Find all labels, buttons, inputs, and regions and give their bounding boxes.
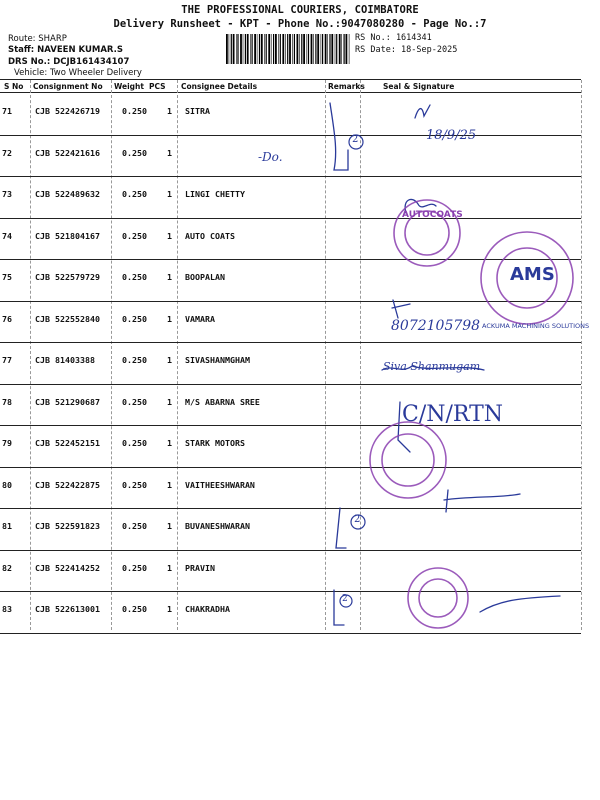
- barcode-bar: [294, 34, 295, 64]
- rs-number: RS No.: 1614341: [355, 33, 432, 43]
- staff-info: Staff: NAVEEN KUMAR.S: [8, 45, 123, 55]
- table-row: [0, 219, 600, 261]
- barcode-bar: [341, 34, 342, 64]
- barcode-bar: [231, 34, 232, 64]
- col-pcs-header: PCS: [149, 82, 166, 91]
- row-consignment-no: CJB 522552840: [35, 313, 100, 324]
- row-consignee: AUTO COATS: [185, 230, 235, 241]
- row-consignee: STARK MOTORS: [185, 438, 245, 448]
- barcode-bar: [346, 34, 348, 64]
- barcode-bar: [301, 34, 302, 64]
- barcode-bar: [336, 34, 337, 64]
- table-row: [0, 343, 600, 385]
- runsheet-subtitle: Delivery Runsheet - KPT - Phone No.:9047080280 - Page No.:7: [113, 18, 487, 30]
- barcode-bar: [335, 34, 336, 64]
- barcode-bar: [339, 34, 341, 64]
- barcode-bar: [349, 34, 350, 64]
- row-pcs: 1: [167, 562, 172, 573]
- barcode-bar: [327, 34, 328, 64]
- barcode-bar: [308, 34, 309, 64]
- row-pcs: 1: [167, 106, 172, 116]
- barcode-bar: [254, 34, 256, 64]
- row-weight: 0.250: [122, 230, 147, 241]
- row-weight: 0.250: [122, 521, 147, 531]
- row-consignment-no: CJB 522591823: [35, 521, 100, 531]
- row-consignee: M/S ABARNA SREE: [185, 396, 260, 407]
- barcode-bar: [292, 34, 293, 64]
- col-weight-header: Weight: [114, 82, 144, 91]
- barcode-bar: [247, 34, 249, 64]
- barcode-bar: [325, 34, 327, 64]
- barcode-bar: [344, 34, 345, 64]
- ams-stamp-text: AMS: [510, 264, 555, 285]
- row-weight: 0.250: [122, 272, 147, 282]
- barcode-bar: [331, 34, 333, 64]
- row-weight: 0.250: [122, 396, 147, 407]
- row-consignment-no: CJB 522579729: [35, 272, 100, 282]
- barcode-bar: [245, 34, 246, 64]
- barcode-bar: [329, 34, 330, 64]
- count-mark: 2: [342, 594, 348, 604]
- row-sno: 77: [2, 355, 12, 365]
- table-row: [0, 551, 600, 593]
- barcode-bar: [280, 34, 281, 64]
- table-row: [0, 468, 600, 510]
- header-bottom-rule: [0, 92, 581, 93]
- row-sno: 72: [2, 147, 12, 158]
- barcode-bar: [236, 34, 237, 64]
- row-pcs: 1: [167, 272, 172, 282]
- table-row: [0, 94, 600, 136]
- status-note: C/N/RTN: [402, 402, 504, 427]
- row-consignment-no: CJB 522414252: [35, 562, 100, 573]
- company-title: THE PROFESSIONAL COURIERS, COIMBATORE: [181, 4, 419, 16]
- row-sno: 79: [2, 438, 12, 448]
- barcode-bar: [317, 34, 319, 64]
- row-consignee: BOOPALAN: [185, 272, 225, 282]
- barcode-bar: [268, 34, 270, 64]
- row-weight: 0.250: [122, 189, 147, 199]
- table-row: [0, 592, 600, 634]
- row-consignee: CHAKRADHA: [185, 604, 230, 614]
- col-remarks-header: Remarks: [328, 82, 365, 91]
- barcode-bar: [289, 34, 291, 64]
- row-consignee: VAITHEESHWARAN: [185, 479, 255, 490]
- row-pcs: 1: [167, 355, 172, 365]
- row-pcs: 1: [167, 147, 172, 158]
- route-info: Route: SHARP: [8, 34, 67, 44]
- row-sno: 78: [2, 396, 12, 407]
- row-pcs: 1: [167, 313, 172, 324]
- row-weight: 0.250: [122, 313, 147, 324]
- row-sno: 80: [2, 479, 12, 490]
- barcode-bar: [321, 34, 322, 64]
- row-consignee: SITRA: [185, 106, 210, 116]
- row-consignee: BUVANESHWARAN: [185, 521, 250, 531]
- row-pcs: 1: [167, 604, 172, 614]
- table-row: [0, 177, 600, 219]
- table-row: [0, 385, 600, 427]
- barcode-bar: [271, 34, 272, 64]
- row-pcs: 1: [167, 479, 172, 490]
- table-row: [0, 426, 600, 468]
- col-sno-header: S No: [4, 82, 24, 91]
- barcode-bar: [237, 34, 238, 64]
- barcode-bar: [285, 34, 286, 64]
- col-consignee-header: Consignee Details: [181, 82, 258, 91]
- row-consignment-no: CJB 522421616: [35, 147, 100, 158]
- barcode-bar: [299, 34, 300, 64]
- count-mark: 2: [354, 514, 361, 525]
- row-sno: 74: [2, 230, 12, 241]
- barcode-bar: [252, 34, 253, 64]
- barcode-bar: [243, 34, 244, 64]
- barcode-bar: [240, 34, 242, 64]
- row-consignment-no: CJB 521290687: [35, 396, 100, 407]
- drs-info: DRS No.: DCJB161434107: [8, 57, 130, 67]
- row-pcs: 1: [167, 396, 172, 407]
- barcode-bar: [259, 34, 260, 64]
- barcode-bar: [264, 34, 265, 64]
- barcode-bar: [266, 34, 267, 64]
- barcode-bar: [282, 34, 284, 64]
- row-sno: 73: [2, 189, 12, 199]
- ams-stamp-ring-text: ACKUMA MACHINING SOLUTIONS: [482, 322, 590, 330]
- row-consignment-no: CJB 522426719: [35, 106, 100, 116]
- row-consignment-no: CJB 522422875: [35, 479, 100, 490]
- barcode-bar: [273, 34, 274, 64]
- row-consignment-no: CJB 522452151: [35, 438, 100, 448]
- row-sno: 76: [2, 313, 12, 324]
- vehicle-info: Vehicle: Two Wheeler Delivery: [14, 68, 142, 78]
- barcode-bar: [275, 34, 277, 64]
- row-consignment-no: CJB 522489632: [35, 189, 100, 199]
- barcode-bar: [287, 34, 288, 64]
- barcode-bar: [261, 34, 263, 64]
- barcode-bar: [313, 34, 314, 64]
- row-consignee: VAMARA: [185, 313, 215, 324]
- row-weight: 0.250: [122, 604, 147, 614]
- barcode-bar: [297, 34, 299, 64]
- barcode-bar: [303, 34, 305, 64]
- rs-date: RS Date: 18-Sep-2025: [355, 45, 458, 55]
- row-pcs: 1: [167, 230, 172, 241]
- row-weight: 0.250: [122, 106, 147, 116]
- row-sno: 81: [2, 521, 12, 531]
- table-row: [0, 136, 600, 178]
- row-weight: 0.250: [122, 355, 147, 365]
- row-weight: 0.250: [122, 438, 147, 448]
- barcode-bar: [250, 34, 251, 64]
- date-note: 18/9/25: [426, 128, 477, 143]
- col-consignment-header: Consignment No: [33, 82, 103, 91]
- row-consignment-no: CJB 521804167: [35, 230, 100, 241]
- row-sno: 75: [2, 272, 12, 282]
- barcode-bar: [315, 34, 316, 64]
- barcode-bar: [307, 34, 308, 64]
- row-sno: 83: [2, 604, 12, 614]
- phone-note: 8072105798: [391, 318, 481, 334]
- row-consignee: PRAVIN: [185, 562, 215, 573]
- count-mark: 2: [352, 134, 359, 145]
- barcode-bar: [257, 34, 258, 64]
- barcode-image: [225, 34, 351, 64]
- row-weight: 0.250: [122, 479, 147, 490]
- row-consignee: LINGI CHETTY: [185, 189, 245, 199]
- row-sno: 82: [2, 562, 12, 573]
- row-weight: 0.250: [122, 562, 147, 573]
- ditto-note: -Do.: [258, 150, 283, 164]
- row-consignment-no: CJB 81403388: [35, 355, 95, 365]
- barcode-bar: [233, 34, 235, 64]
- row-rule: [0, 633, 581, 634]
- barcode-bar: [226, 34, 228, 64]
- barcode-bar: [229, 34, 230, 64]
- col-seal-header: Seal & Signature: [383, 82, 455, 91]
- row-consignment-no: CJB 522613001: [35, 604, 100, 614]
- table-top-rule: [0, 79, 581, 80]
- row-consignee: SIVASHANMGHAM: [185, 355, 250, 365]
- autocoats-stamp-text: AUTOCOATS: [402, 210, 463, 220]
- barcode-bar: [322, 34, 323, 64]
- barcode-bar: [311, 34, 313, 64]
- row-pcs: 1: [167, 438, 172, 448]
- row-weight: 0.250: [122, 147, 147, 158]
- signature-77: Siva Shanmugam: [383, 360, 481, 373]
- row-pcs: 1: [167, 521, 172, 531]
- barcode-bar: [278, 34, 279, 64]
- row-pcs: 1: [167, 189, 172, 199]
- table-row: [0, 509, 600, 551]
- row-sno: 71: [2, 106, 12, 116]
